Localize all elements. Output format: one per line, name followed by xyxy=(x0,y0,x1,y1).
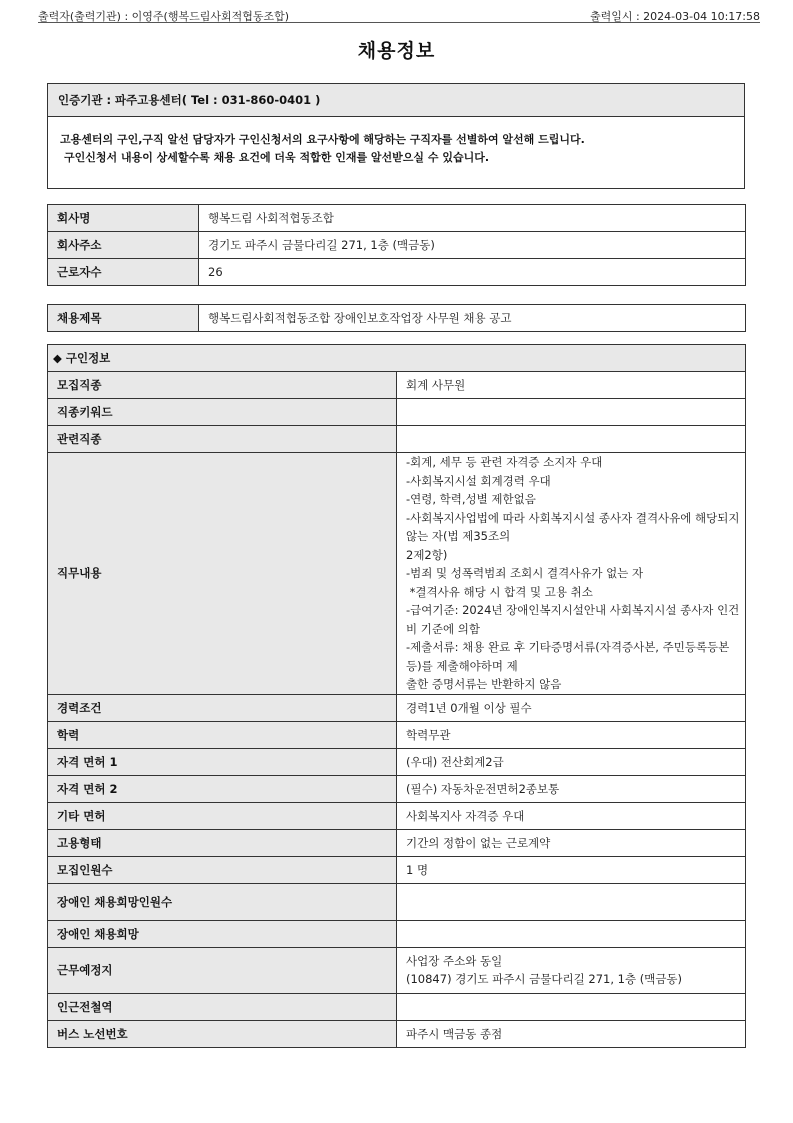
page-title: 채용정보 xyxy=(357,40,436,62)
table-row xyxy=(48,802,746,829)
table-row xyxy=(48,694,746,721)
certification-box xyxy=(47,83,745,189)
certification-line-1: 고용센터의 구인,구직 알선 담당자가 구인신청서의 요구사항에 해당하는 구직자를 선별하여 알선해 드립니다. xyxy=(60,133,585,146)
disabled-headcount-value xyxy=(397,883,746,920)
career-value: 경력1년 0개월 이상 필수 xyxy=(397,694,746,721)
table-row xyxy=(48,453,746,695)
employment-type-value: 기간의 정함이 없는 근로계약 xyxy=(397,829,746,856)
recruit-title-value: 행복드림사회적협동조합 장애인보호작업장 사무원 채용 공고 xyxy=(199,305,746,332)
license-2-value: (필수) 자동차운전면허2종보통 xyxy=(397,775,746,802)
table-row xyxy=(48,205,746,232)
recruit-title-label: 채용제목 xyxy=(48,305,199,332)
print-header xyxy=(38,0,760,23)
bus-label: 버스 노선번호 xyxy=(48,1020,397,1047)
career-label: 경력조건 xyxy=(48,694,397,721)
table-row xyxy=(48,829,746,856)
subway-label: 인근전철역 xyxy=(48,993,397,1020)
education-label: 학력 xyxy=(48,721,397,748)
table-row xyxy=(48,775,746,802)
duties-label: 직무내용 xyxy=(48,453,397,695)
disabled-hire-value xyxy=(397,920,746,947)
table-row xyxy=(48,920,746,947)
keyword-value xyxy=(397,399,746,426)
occupation-label: 모집직종 xyxy=(48,372,397,399)
table-row xyxy=(48,426,746,453)
table-row xyxy=(48,399,746,426)
table-row xyxy=(48,345,746,372)
duty-line: 출한 증명서류는 반환하지 않음 xyxy=(406,677,562,691)
certification-line-2: 구인신청서 내용이 상세할수록 채용 요건에 더욱 적합한 인재를 알선받으실 수 있습니다. xyxy=(64,151,490,164)
printed-at: 출력일시 : 2024-03-04 10:17:58 xyxy=(589,10,760,23)
company-address-value: 경기도 파주시 금물다리길 271, 1층 (맥금동) xyxy=(199,232,746,259)
recruit-title-table xyxy=(47,304,746,332)
company-name-label: 회사명 xyxy=(48,205,199,232)
other-license-label: 기타 면허 xyxy=(48,802,397,829)
company-name-value: 행복드림 사회적협동조합 xyxy=(199,205,746,232)
headcount-label: 모집인원수 xyxy=(48,856,397,883)
table-row xyxy=(48,305,746,332)
company-address-label: 회사주소 xyxy=(48,232,199,259)
keyword-label: 직종키워드 xyxy=(48,399,397,426)
printed-by: 출력자(출력기관) : 이영주(행복드림사회적협동조합) xyxy=(38,10,290,23)
duty-line: -연령, 학력,성별 제한없음 xyxy=(406,492,536,506)
duties-value xyxy=(397,453,746,695)
workplace-line-2: (10847) 경기도 파주시 금물다리길 271, 1층 (맥금동) xyxy=(406,972,683,986)
table-row xyxy=(48,232,746,259)
job-info-section-title: ◆ 구인정보 xyxy=(48,345,746,372)
duty-line: -제출서류: 채용 완료 후 기타증명서류(자격증사본, 주민등록등본 등)를 제출해야하며 제 xyxy=(406,640,733,673)
employee-count-value: 26 xyxy=(199,259,746,286)
workplace-line-1: 사업장 주소와 동일 xyxy=(406,954,503,968)
table-row xyxy=(48,259,746,286)
duty-line: 2제2항) xyxy=(406,547,448,562)
related-occupation-label: 관련직종 xyxy=(48,426,397,453)
certification-heading: 인증기관 : 파주고용센터( Tel : 031-860-0401 ) xyxy=(48,84,744,117)
headcount-value: 1 명 xyxy=(397,856,746,883)
employment-type-label: 고용형태 xyxy=(48,829,397,856)
workplace-value xyxy=(397,947,746,993)
certification-notice xyxy=(48,117,744,167)
occupation-value: 회계 사무원 xyxy=(397,372,746,399)
duty-line: -급여기준: 2024년 장애인복지시설안내 사회복지시설 종사자 인건비 기준에 의함 xyxy=(406,603,740,636)
license-2-label: 자격 면허 2 xyxy=(48,775,397,802)
table-row xyxy=(48,947,746,993)
duty-line: *결격사유 해당 시 합격 및 고용 취소 xyxy=(406,584,593,599)
education-value: 학력무관 xyxy=(397,721,746,748)
table-row xyxy=(48,748,746,775)
bus-value: 파주시 맥금동 종점 xyxy=(397,1020,746,1047)
other-license-value: 사회복지사 자격증 우대 xyxy=(397,802,746,829)
table-row xyxy=(48,883,746,920)
table-row xyxy=(48,993,746,1020)
table-row xyxy=(48,856,746,883)
duty-line: -범죄 및 성폭력범죄 조회시 결격사유가 없는 자 xyxy=(406,566,644,580)
table-row xyxy=(48,1020,746,1047)
job-info-table xyxy=(47,344,746,1048)
disabled-headcount-label: 장애인 채용희망인원수 xyxy=(48,883,397,920)
duty-line: -사회복지시설 회계경력 우대 xyxy=(406,473,551,488)
duty-line: -회계, 세무 등 관련 자격증 소지자 우대 xyxy=(406,455,603,469)
employee-count-label: 근로자수 xyxy=(48,259,199,286)
company-table xyxy=(47,204,746,286)
duty-line: -사회복지사업법에 따라 사회복지시설 종사자 결격사유에 해당되지 않는 자(법 제35조의 xyxy=(406,510,744,543)
table-row xyxy=(48,721,746,748)
disabled-hire-label: 장애인 채용희망 xyxy=(48,920,397,947)
license-1-value: (우대) 전산회계2급 xyxy=(397,748,746,775)
table-row xyxy=(48,372,746,399)
subway-value xyxy=(397,993,746,1020)
related-occupation-value xyxy=(397,426,746,453)
license-1-label: 자격 면허 1 xyxy=(48,748,397,775)
workplace-label: 근무예정지 xyxy=(48,947,397,993)
